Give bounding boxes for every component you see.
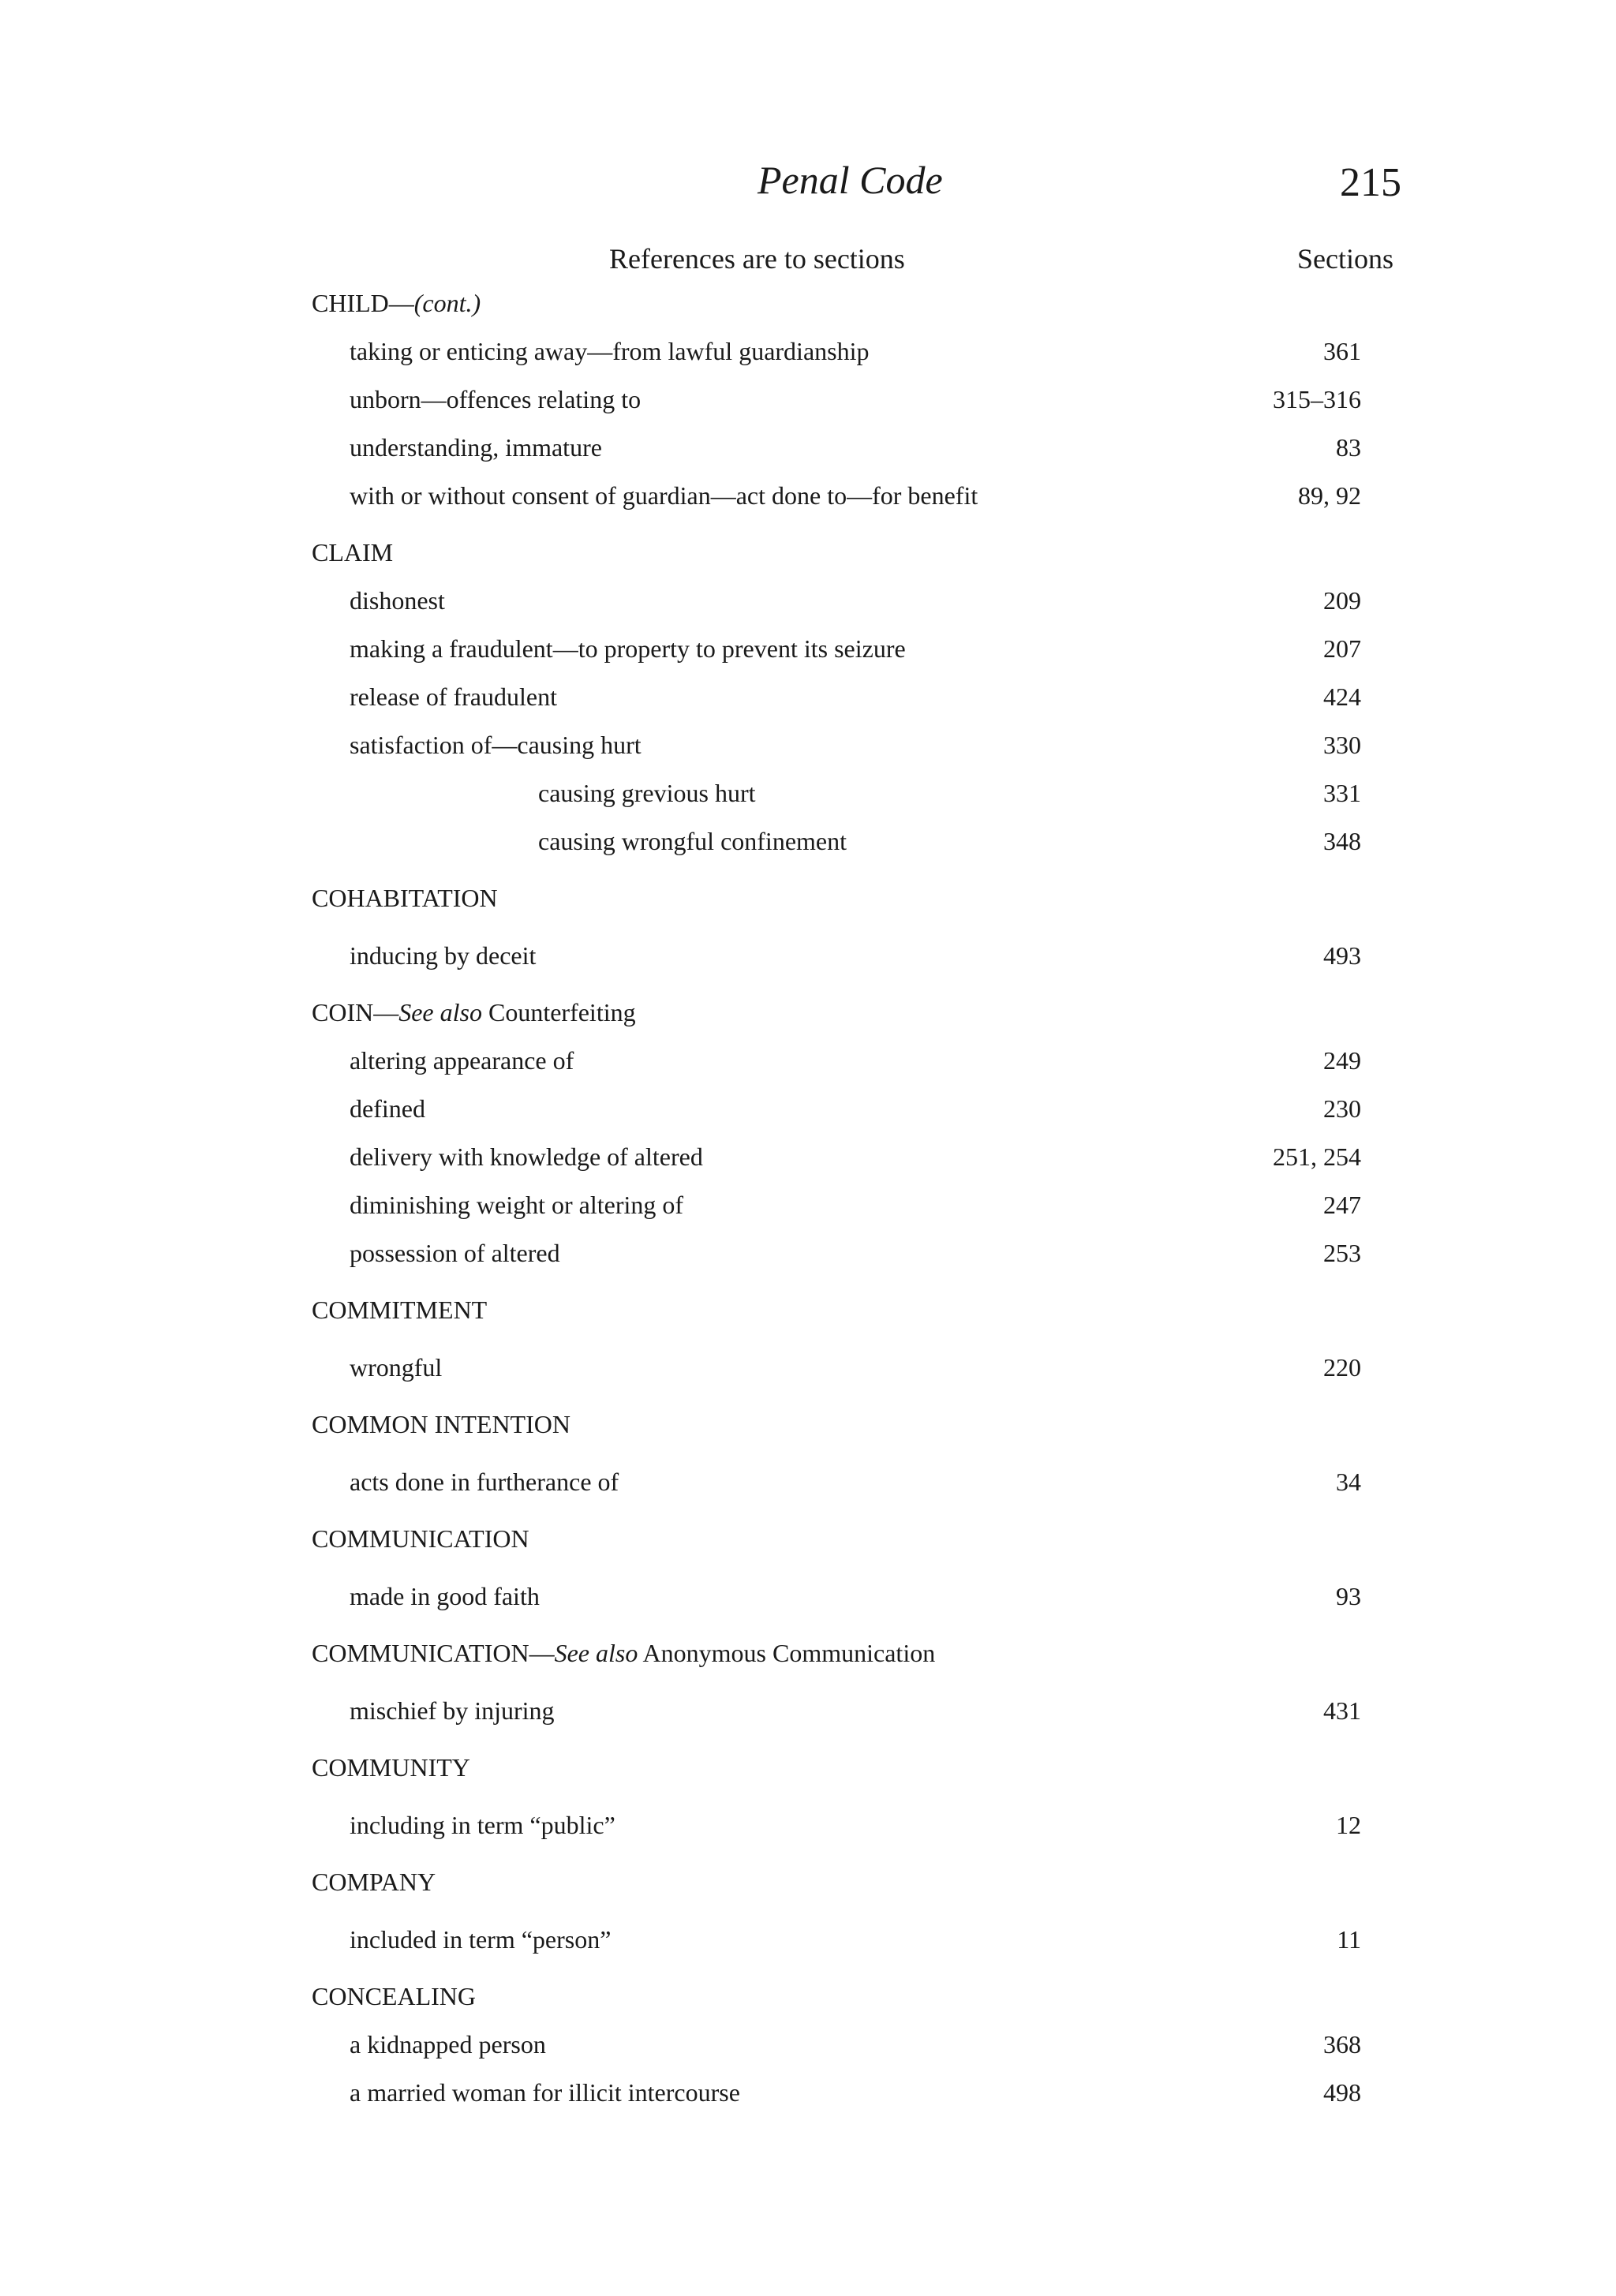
entry-term bbox=[350, 679, 557, 714]
heading-term bbox=[312, 1292, 487, 1327]
entry-term bbox=[350, 1922, 611, 1957]
entry-term bbox=[350, 334, 869, 368]
entry-term bbox=[350, 631, 906, 666]
index-subentry bbox=[0, 679, 1616, 714]
term-text: causing grevious hurt bbox=[538, 779, 756, 807]
heading-term bbox=[312, 286, 481, 320]
index-subentry bbox=[0, 2027, 1616, 2062]
term-text: altering appearance of bbox=[350, 1046, 574, 1075]
index-subentry bbox=[0, 1236, 1616, 1270]
section-reference: 230 bbox=[1323, 1094, 1361, 1123]
index-subentry bbox=[0, 824, 1616, 858]
index-subentry bbox=[0, 727, 1616, 762]
entry-term bbox=[350, 1350, 442, 1385]
entry-term bbox=[350, 1808, 615, 1842]
entry-term bbox=[350, 478, 978, 513]
heading-term bbox=[312, 1636, 935, 1670]
entry-term bbox=[350, 1139, 703, 1174]
entry-term bbox=[350, 938, 536, 973]
index-subentry bbox=[0, 938, 1616, 973]
term-text: understanding, immature bbox=[350, 433, 602, 462]
index-heading bbox=[0, 535, 1616, 570]
term-cross-reference: Anonymous Communication bbox=[638, 1639, 936, 1667]
term-italic: See also bbox=[554, 1639, 638, 1667]
entry-term bbox=[350, 583, 445, 618]
entry-term bbox=[350, 1091, 425, 1126]
term-text: including in term “public” bbox=[350, 1811, 615, 1839]
index-heading bbox=[0, 881, 1616, 915]
term-text: included in term “person” bbox=[350, 1925, 612, 1954]
index-subentry bbox=[0, 334, 1616, 368]
section-reference: 247 bbox=[1323, 1191, 1361, 1219]
entry-term bbox=[538, 776, 756, 810]
term-text: dishonest bbox=[350, 586, 445, 615]
term-text: a kidnapped person bbox=[350, 2030, 546, 2059]
term-text: possession of altered bbox=[350, 1239, 560, 1267]
section-reference: 93 bbox=[1336, 1582, 1361, 1610]
term-text: COMMUNICATION bbox=[312, 1524, 529, 1553]
index-subentry bbox=[0, 631, 1616, 666]
sections-column-heading: Sections bbox=[1297, 243, 1393, 275]
index-subentry bbox=[0, 1693, 1616, 1728]
term-text: COMPANY bbox=[312, 1868, 436, 1896]
entry-term bbox=[350, 727, 642, 762]
heading-term bbox=[312, 881, 498, 915]
term-text: delivery with knowledge of altered bbox=[350, 1142, 703, 1171]
section-reference: 348 bbox=[1323, 827, 1361, 855]
index-subentry bbox=[0, 1922, 1616, 1957]
section-reference: 331 bbox=[1323, 779, 1361, 807]
term-text: COIN— bbox=[312, 998, 399, 1026]
term-text: COMMUNITY bbox=[312, 1753, 470, 1782]
entry-term bbox=[350, 1693, 555, 1728]
term-text: a married woman for illicit intercourse bbox=[350, 2078, 740, 2107]
section-reference: 361 bbox=[1323, 337, 1361, 365]
term-text: unborn—offences relating to bbox=[350, 385, 642, 413]
heading-term bbox=[312, 1750, 470, 1785]
entry-term bbox=[350, 1187, 683, 1222]
heading-term bbox=[312, 1864, 436, 1899]
section-reference: 424 bbox=[1323, 682, 1361, 711]
term-cross-reference: Counterfeiting bbox=[481, 998, 636, 1026]
index-subentry bbox=[0, 1579, 1616, 1614]
entry-term bbox=[350, 2027, 546, 2062]
term-text: COMMITMENT bbox=[312, 1296, 488, 1324]
section-reference: 249 bbox=[1323, 1046, 1361, 1075]
term-text: COMMON INTENTION bbox=[312, 1410, 570, 1438]
index-subentry bbox=[0, 1187, 1616, 1222]
heading-term bbox=[312, 1979, 476, 2014]
index-heading bbox=[0, 286, 1616, 320]
index-subentry bbox=[0, 776, 1616, 810]
entry-term bbox=[350, 1043, 574, 1078]
entry-term bbox=[538, 824, 847, 858]
section-reference: 89, 92 bbox=[1298, 481, 1361, 510]
entry-term bbox=[350, 1579, 540, 1614]
section-reference: 498 bbox=[1323, 2078, 1361, 2107]
index-heading bbox=[0, 1750, 1616, 1785]
section-reference: 209 bbox=[1323, 586, 1361, 615]
section-reference: 220 bbox=[1323, 1353, 1361, 1382]
section-reference: 253 bbox=[1323, 1239, 1361, 1267]
section-reference: 34 bbox=[1336, 1468, 1361, 1496]
term-text: CLAIM bbox=[312, 538, 394, 567]
term-text: CONCEALING bbox=[312, 1982, 476, 2010]
term-text: causing wrongful confinement bbox=[538, 827, 847, 855]
term-text: diminishing weight or altering of bbox=[350, 1191, 684, 1219]
section-reference: 315–316 bbox=[1273, 385, 1361, 413]
index-subentry bbox=[0, 2075, 1616, 2110]
section-reference: 12 bbox=[1336, 1811, 1361, 1839]
entry-term bbox=[350, 2075, 740, 2110]
index-heading bbox=[0, 1521, 1616, 1556]
index-subentry bbox=[0, 583, 1616, 618]
term-text: CHILD— bbox=[312, 289, 414, 317]
section-reference: 251, 254 bbox=[1273, 1142, 1361, 1171]
section-reference: 11 bbox=[1337, 1925, 1361, 1954]
term-text: release of fraudulent bbox=[350, 682, 557, 711]
entry-term bbox=[350, 382, 641, 417]
heading-term bbox=[312, 535, 393, 570]
section-reference: 493 bbox=[1323, 941, 1361, 970]
index-heading bbox=[0, 1636, 1616, 1670]
term-text: making a fraudulent—to property to prevent its seizure bbox=[350, 634, 906, 663]
term-text: mischief by injuring bbox=[350, 1696, 555, 1725]
term-text: made in good faith bbox=[350, 1582, 540, 1610]
page-number: 215 bbox=[1340, 160, 1401, 205]
index-subentry bbox=[0, 478, 1616, 513]
index-subentry bbox=[0, 1043, 1616, 1078]
section-reference: 330 bbox=[1323, 731, 1361, 759]
entry-term bbox=[350, 1236, 560, 1270]
term-text: defined bbox=[350, 1094, 425, 1123]
term-italic: (cont.) bbox=[413, 289, 481, 317]
heading-term bbox=[312, 995, 636, 1030]
section-reference: 368 bbox=[1323, 2030, 1361, 2059]
index-subentry bbox=[0, 430, 1616, 465]
index-subentry bbox=[0, 1464, 1616, 1499]
running-title: Penal Code bbox=[758, 158, 943, 202]
index-subentry bbox=[0, 1808, 1616, 1842]
term-text: wrongful bbox=[350, 1353, 443, 1382]
term-italic: See also bbox=[398, 998, 482, 1026]
index-subentry bbox=[0, 1350, 1616, 1385]
entry-term bbox=[350, 1464, 619, 1499]
index-heading bbox=[0, 1979, 1616, 2014]
index-heading bbox=[0, 1407, 1616, 1442]
section-reference: 207 bbox=[1323, 634, 1361, 663]
index-heading bbox=[0, 1292, 1616, 1327]
references-note: References are to sections bbox=[609, 243, 905, 275]
heading-term bbox=[312, 1521, 529, 1556]
section-reference: 83 bbox=[1336, 433, 1361, 462]
index-heading bbox=[0, 1864, 1616, 1899]
term-text: COMMUNICATION— bbox=[312, 1639, 555, 1667]
section-reference: 431 bbox=[1323, 1696, 1361, 1725]
index-subentry bbox=[0, 1091, 1616, 1126]
term-text: taking or enticing away—from lawful guardianship bbox=[350, 337, 870, 365]
term-text: with or without consent of guardian—act done to—for benefit bbox=[350, 481, 978, 510]
term-text: inducing by deceit bbox=[350, 941, 537, 970]
index-subentry bbox=[0, 382, 1616, 417]
entry-term bbox=[350, 430, 602, 465]
term-text: COHABITATION bbox=[312, 884, 498, 912]
index-heading bbox=[0, 995, 1616, 1030]
index-subentry bbox=[0, 1139, 1616, 1174]
term-text: acts done in furtherance of bbox=[350, 1468, 619, 1496]
term-text: satisfaction of—causing hurt bbox=[350, 731, 642, 759]
heading-term bbox=[312, 1407, 570, 1442]
